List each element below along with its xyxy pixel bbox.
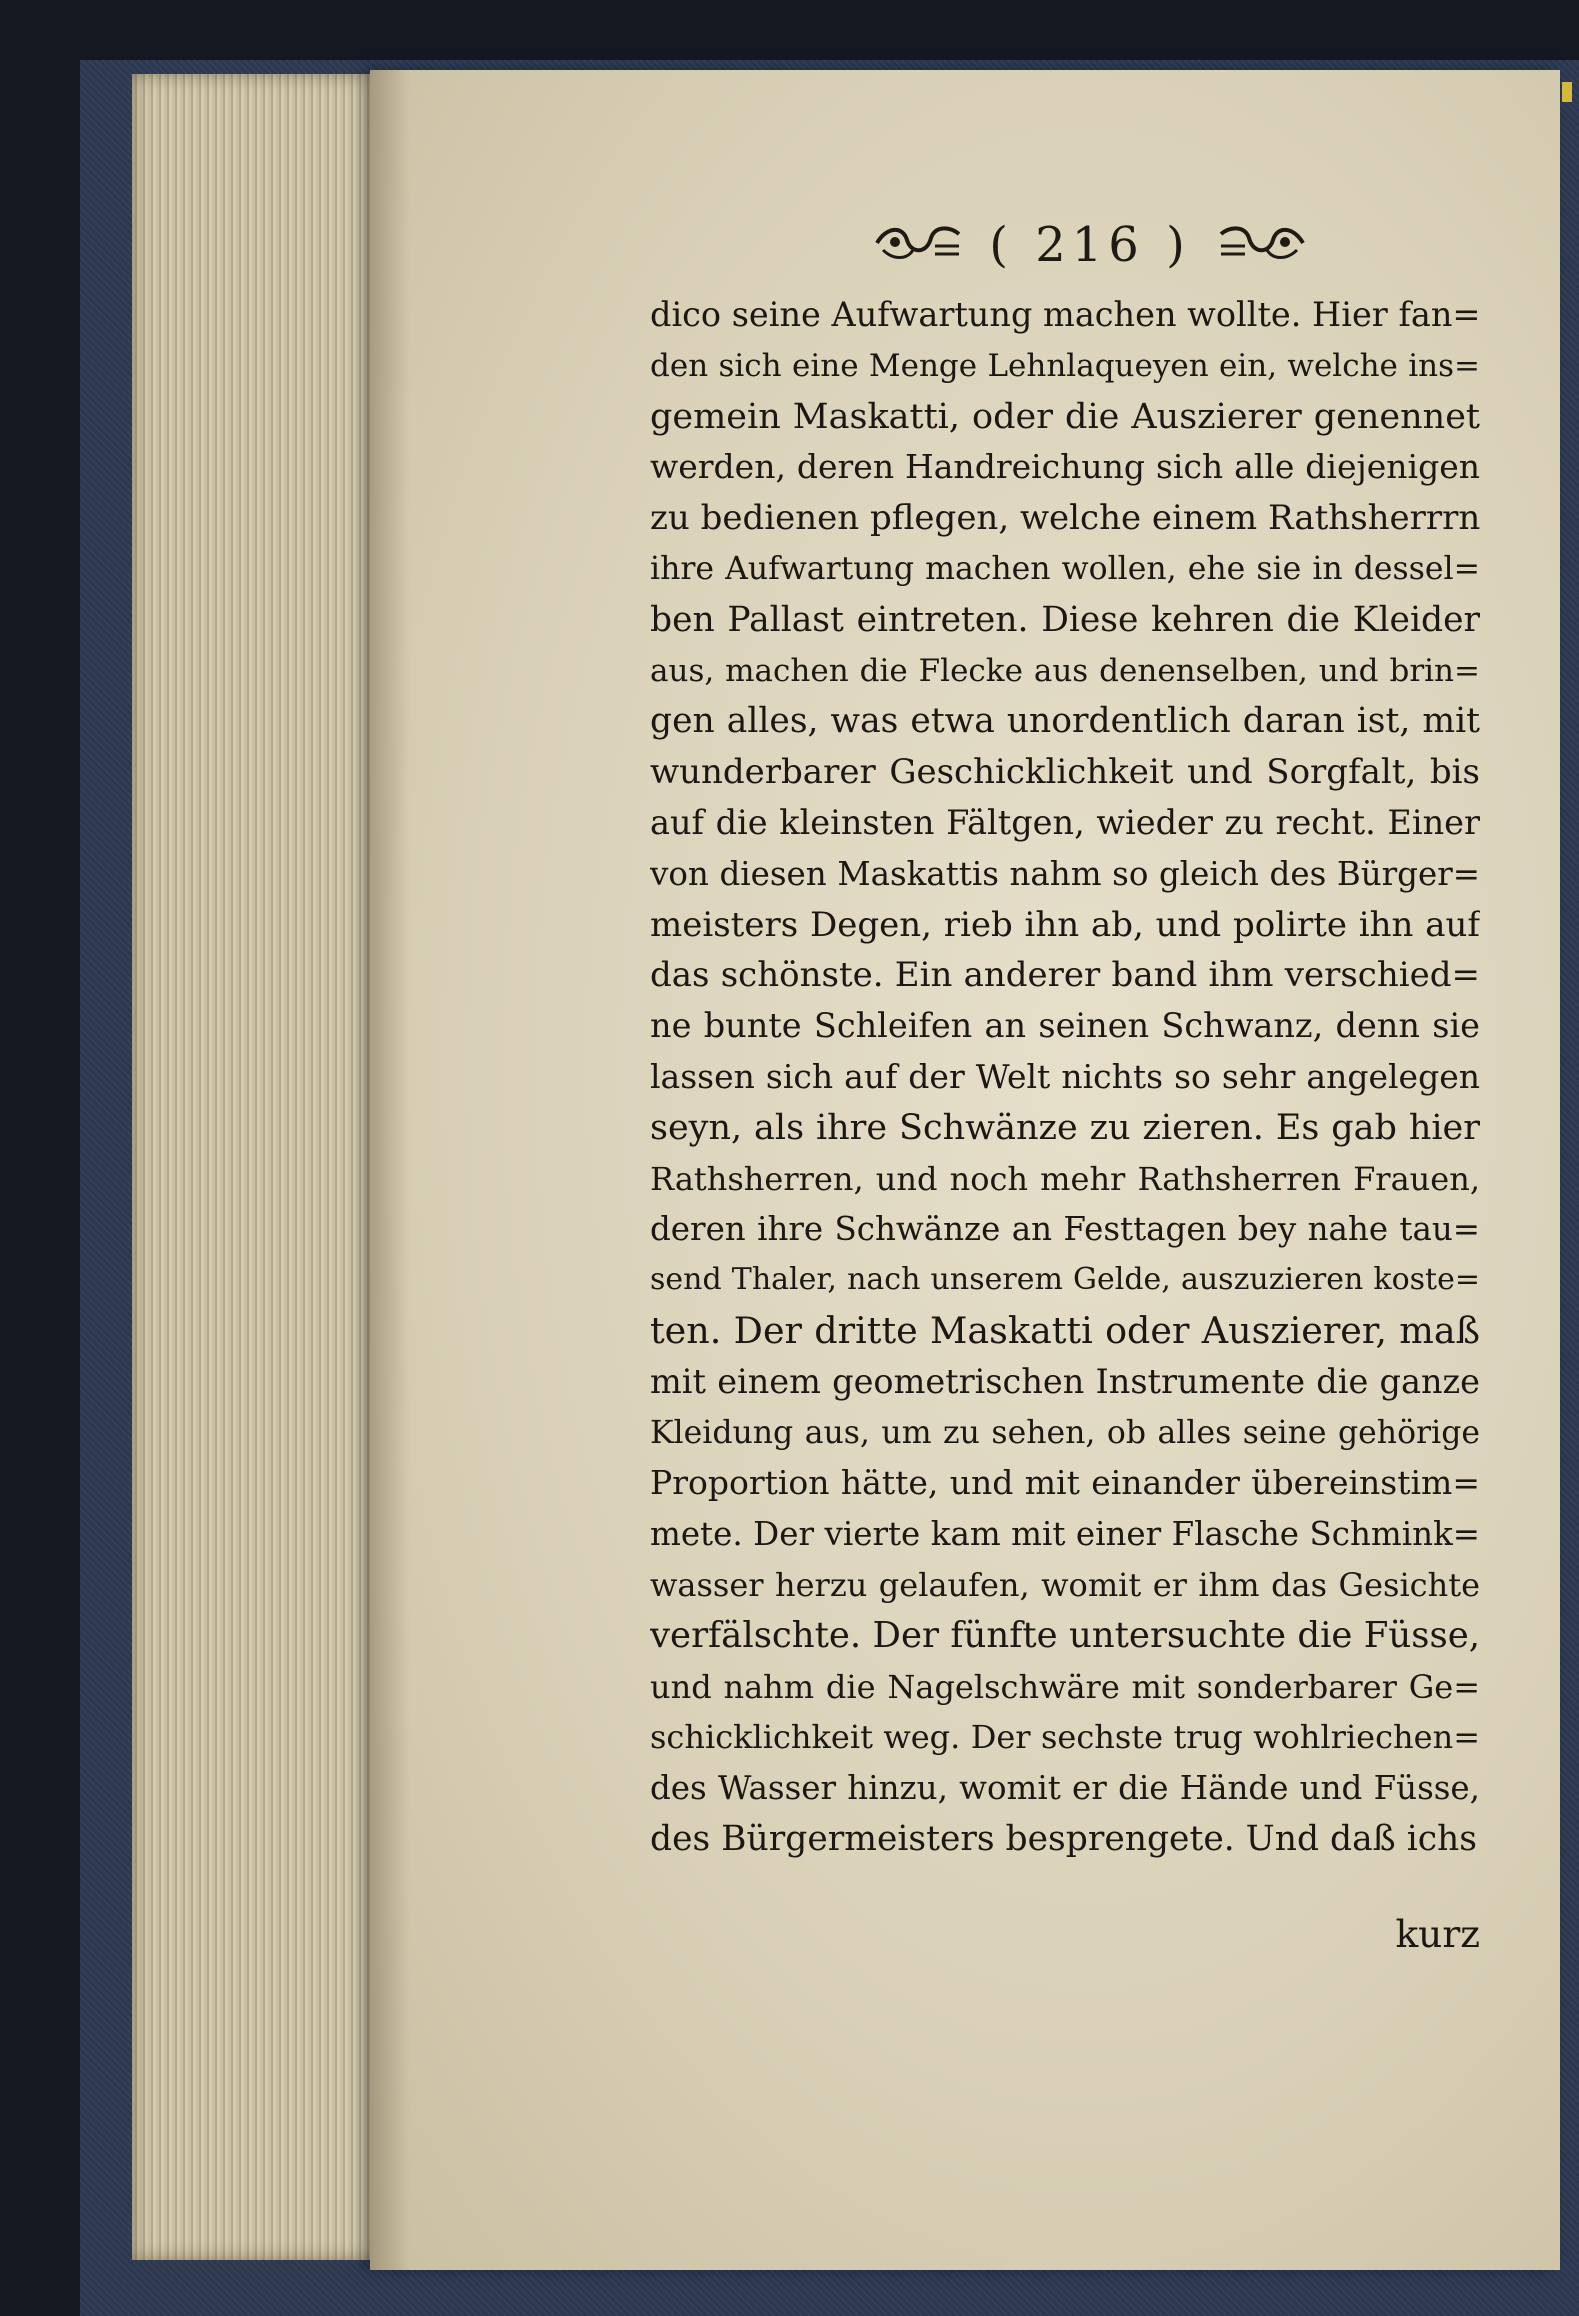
text-line: von diesen Maskattis nahm so gleich des Bürger= bbox=[650, 854, 1480, 893]
page-header bbox=[830, 205, 1350, 285]
text-line: deren ihre Schwänze an Festtagen bey nahe tau= bbox=[650, 1210, 1480, 1249]
text-line: den sich eine Menge Lehnlaqueyen ein, welche ins= bbox=[650, 347, 1480, 384]
page-number: ( 216 ) bbox=[989, 217, 1191, 273]
text-line: ten. Der dritte Maskatti oder Auszierer, maß bbox=[650, 1308, 1480, 1352]
text-line: auf die kleinsten Fältgen, wieder zu recht. Einer bbox=[650, 802, 1480, 842]
text-line: aus, machen die Flecke aus denenselben, und brin= bbox=[650, 652, 1480, 689]
text-line: send Thaler, nach unserem Gelde, auszuzieren koste= bbox=[650, 1262, 1480, 1298]
catchword: kurz bbox=[1395, 1912, 1480, 1956]
text-line: wunderbarer Geschicklichkeit und Sorgfalt, bis bbox=[650, 752, 1480, 793]
page-gutter-shadow bbox=[370, 70, 410, 2270]
text-line: ne bunte Schleifen an seinen Schwanz, denn sie bbox=[650, 1006, 1480, 1046]
text-line: wasser herzu gelaufen, womit er ihm das Gesichte bbox=[650, 1565, 1480, 1604]
text-line: gen alles, was etwa unordentlich daran ist, mit bbox=[650, 701, 1480, 742]
text-line: lassen sich auf der Welt nichts so sehr angelegen bbox=[650, 1056, 1480, 1096]
text-line: seyn, als ihre Schwänze zu zieren. Es gab hier bbox=[650, 1107, 1480, 1148]
text-line: ben Pallast eintreten. Diese kehren die Kleider bbox=[650, 599, 1480, 640]
text-line: werden, deren Handreichung sich alle diejenigen bbox=[650, 447, 1480, 487]
text-line: ihre Aufwartung machen wollen, ehe sie in dessel= bbox=[650, 550, 1480, 587]
text-line: mit einem geometrischen Instrumente die ganze bbox=[650, 1361, 1480, 1401]
bookmark-tab bbox=[1562, 82, 1572, 102]
text-line: des Wasser hinzu, womit er die Hände und Füsse, bbox=[650, 1769, 1480, 1808]
text-line: dico seine Aufwartung machen wollte. Hier fan= bbox=[650, 295, 1480, 334]
text-line: Rathsherren, und noch mehr Rathsherren Frauen, bbox=[650, 1159, 1480, 1198]
text-line: verfälschte. Der fünfte untersuchte die Füsse, bbox=[650, 1614, 1480, 1656]
text-line: meisters Degen, rieb ihn ab, und polirte ihn auf bbox=[650, 904, 1480, 945]
text-line: das schönste. Ein anderer band ihm verschied= bbox=[650, 955, 1480, 996]
text-line: mete. Der vierte kam mit einer Flasche Schmink= bbox=[650, 1515, 1480, 1554]
text-line: Proportion hätte, und mit einander übereinstim= bbox=[650, 1463, 1480, 1503]
text-line: des Bürgermeisters besprengete. Und daß ichs bbox=[650, 1818, 1477, 1859]
text-line: schicklichkeit weg. Der sechste trug wohlriechen= bbox=[650, 1718, 1480, 1757]
body-text bbox=[650, 290, 1480, 1865]
left-ornament-icon bbox=[873, 220, 963, 270]
right-ornament-icon bbox=[1217, 220, 1307, 270]
text-line: gemein Maskatti, oder die Auszierer genennet bbox=[650, 396, 1480, 437]
page-edges bbox=[132, 74, 382, 2260]
text-line: zu bedienen pflegen, welche einem Rathsherrrn bbox=[650, 498, 1480, 539]
text-line: und nahm die Nagelschwäre mit sonderbarer Ge= bbox=[650, 1667, 1480, 1706]
text-line: Kleidung aus, um zu sehen, ob alles seine gehörige bbox=[650, 1414, 1480, 1451]
